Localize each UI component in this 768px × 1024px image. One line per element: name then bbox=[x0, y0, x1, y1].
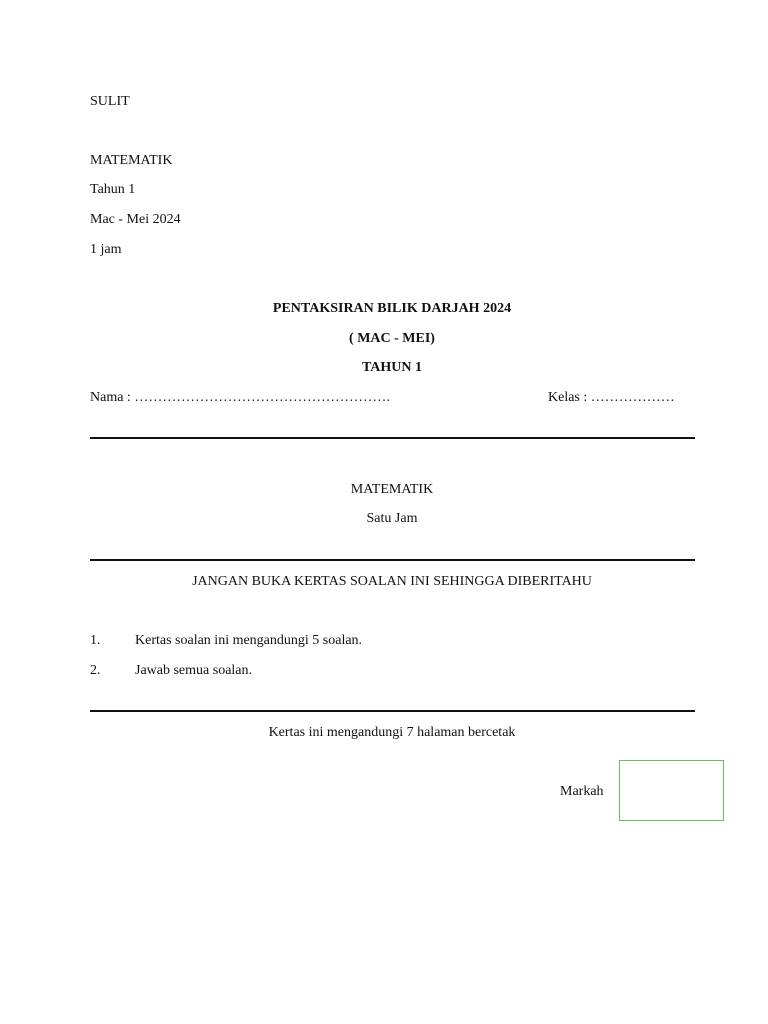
divider-bottom bbox=[90, 710, 695, 712]
duration-label: 1 jam bbox=[90, 242, 122, 257]
marks-box bbox=[619, 760, 724, 821]
year-label: Tahun 1 bbox=[90, 182, 136, 197]
period-label: Mac - Mei 2024 bbox=[90, 212, 181, 227]
instruction-number: 2. bbox=[90, 663, 101, 678]
name-field: Nama : ………………………………………………. bbox=[90, 390, 390, 405]
assessment-period: ( MAC - MEI) bbox=[349, 331, 435, 346]
instruction-text: Kertas soalan ini mengandungi 5 soalan. bbox=[135, 633, 363, 648]
assessment-year: TAHUN 1 bbox=[361, 360, 423, 375]
instruction-text: Jawab semua soalan. bbox=[135, 663, 253, 678]
divider-top bbox=[90, 437, 695, 439]
classification-label: SULIT bbox=[90, 94, 130, 109]
paper-duration: Satu Jam bbox=[366, 511, 418, 526]
subject-label: MATEMATIK bbox=[90, 153, 173, 168]
paper-subject: MATEMATIK bbox=[350, 482, 434, 497]
assessment-title: PENTAKSIRAN BILIK DARJAH 2024 bbox=[272, 301, 512, 316]
divider-middle bbox=[90, 559, 695, 561]
marks-label: Markah bbox=[560, 784, 604, 799]
instruction-number: 1. bbox=[90, 633, 101, 648]
class-field: Kelas : ……………… bbox=[548, 390, 675, 405]
pages-note: Kertas ini mengandungi 7 halaman bercetak bbox=[268, 725, 516, 740]
warning-text: JANGAN BUKA KERTAS SOALAN INI SEHINGGA DIBERITAHU bbox=[192, 574, 592, 589]
